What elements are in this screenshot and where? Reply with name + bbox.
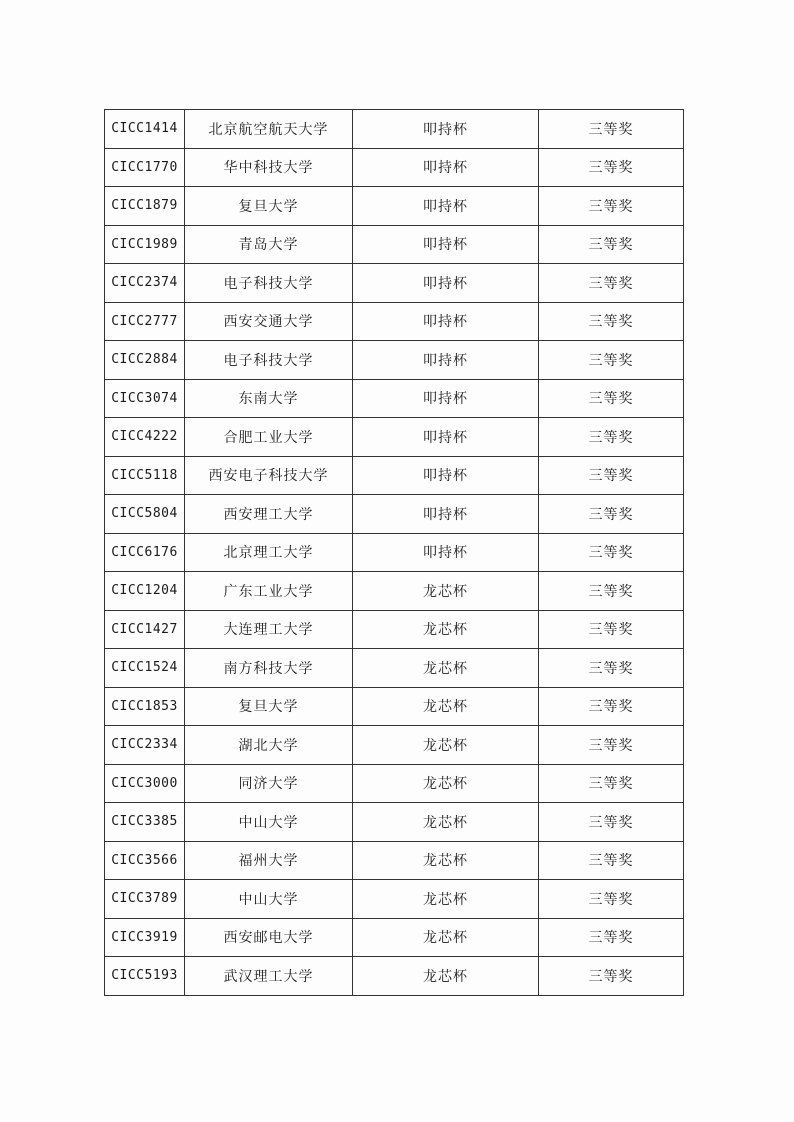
team-id-cell: CICC5118 [105, 456, 185, 495]
table-row [105, 918, 684, 957]
table-row [105, 610, 684, 649]
table-row [105, 957, 684, 996]
prize-cell: 三等奖 [539, 572, 684, 611]
team-id-cell: CICC2374 [105, 264, 185, 303]
cup-cell: 叩持杯 [353, 341, 539, 380]
school-cell: 西安电子科技大学 [185, 456, 353, 495]
table-row [105, 148, 684, 187]
table-row [105, 456, 684, 495]
cup-cell: 叩持杯 [353, 264, 539, 303]
school-cell: 中山大学 [185, 803, 353, 842]
team-id-cell: CICC3789 [105, 880, 185, 919]
school-cell: 同济大学 [185, 764, 353, 803]
prize-cell: 三等奖 [539, 187, 684, 226]
team-id-cell: CICC1770 [105, 148, 185, 187]
prize-cell: 三等奖 [539, 841, 684, 880]
school-cell: 青岛大学 [185, 225, 353, 264]
table-row [105, 649, 684, 688]
prize-cell: 三等奖 [539, 649, 684, 688]
prize-cell: 三等奖 [539, 880, 684, 919]
school-cell: 复旦大学 [185, 687, 353, 726]
prize-cell: 三等奖 [539, 764, 684, 803]
cup-cell: 龙芯杯 [353, 918, 539, 957]
prize-cell: 三等奖 [539, 264, 684, 303]
prize-cell: 三等奖 [539, 726, 684, 765]
team-id-cell: CICC3000 [105, 764, 185, 803]
school-cell: 大连理工大学 [185, 610, 353, 649]
cup-cell: 叩持杯 [353, 533, 539, 572]
school-cell: 福州大学 [185, 841, 353, 880]
team-id-cell: CICC2884 [105, 341, 185, 380]
table-row [105, 533, 684, 572]
table-row [105, 880, 684, 919]
prize-cell: 三等奖 [539, 495, 684, 534]
prize-cell: 三等奖 [539, 456, 684, 495]
cup-cell: 叩持杯 [353, 418, 539, 457]
cup-cell: 龙芯杯 [353, 764, 539, 803]
table-row [105, 341, 684, 380]
prize-cell: 三等奖 [539, 957, 684, 996]
table-row [105, 726, 684, 765]
table-row [105, 418, 684, 457]
school-cell: 西安理工大学 [185, 495, 353, 534]
table-row [105, 764, 684, 803]
team-id-cell: CICC1879 [105, 187, 185, 226]
table-row [105, 110, 684, 149]
cup-cell: 龙芯杯 [353, 687, 539, 726]
cup-cell: 叩持杯 [353, 225, 539, 264]
team-id-cell: CICC3074 [105, 379, 185, 418]
prize-cell: 三等奖 [539, 418, 684, 457]
team-id-cell: CICC1427 [105, 610, 185, 649]
school-cell: 复旦大学 [185, 187, 353, 226]
prize-cell: 三等奖 [539, 687, 684, 726]
table-row [105, 264, 684, 303]
prize-cell: 三等奖 [539, 148, 684, 187]
awards-table-body [105, 110, 684, 996]
school-cell: 北京航空航天大学 [185, 110, 353, 149]
table-row [105, 841, 684, 880]
school-cell: 广东工业大学 [185, 572, 353, 611]
school-cell: 合肥工业大学 [185, 418, 353, 457]
cup-cell: 叩持杯 [353, 456, 539, 495]
cup-cell: 龙芯杯 [353, 880, 539, 919]
table-row [105, 495, 684, 534]
team-id-cell: CICC1989 [105, 225, 185, 264]
cup-cell: 龙芯杯 [353, 957, 539, 996]
cup-cell: 叩持杯 [353, 187, 539, 226]
school-cell: 西安邮电大学 [185, 918, 353, 957]
team-id-cell: CICC2334 [105, 726, 185, 765]
school-cell: 华中科技大学 [185, 148, 353, 187]
team-id-cell: CICC1853 [105, 687, 185, 726]
cup-cell: 龙芯杯 [353, 841, 539, 880]
table-row [105, 687, 684, 726]
table-row [105, 379, 684, 418]
team-id-cell: CICC6176 [105, 533, 185, 572]
team-id-cell: CICC1414 [105, 110, 185, 149]
cup-cell: 叩持杯 [353, 379, 539, 418]
school-cell: 中山大学 [185, 880, 353, 919]
team-id-cell: CICC1524 [105, 649, 185, 688]
team-id-cell: CICC5804 [105, 495, 185, 534]
table-row [105, 225, 684, 264]
team-id-cell: CICC3385 [105, 803, 185, 842]
cup-cell: 龙芯杯 [353, 803, 539, 842]
prize-cell: 三等奖 [539, 610, 684, 649]
table-row [105, 187, 684, 226]
cup-cell: 龙芯杯 [353, 649, 539, 688]
prize-cell: 三等奖 [539, 302, 684, 341]
table-row [105, 572, 684, 611]
prize-cell: 三等奖 [539, 225, 684, 264]
cup-cell: 叩持杯 [353, 302, 539, 341]
team-id-cell: CICC3919 [105, 918, 185, 957]
school-cell: 西安交通大学 [185, 302, 353, 341]
prize-cell: 三等奖 [539, 110, 684, 149]
cup-cell: 龙芯杯 [353, 572, 539, 611]
prize-cell: 三等奖 [539, 803, 684, 842]
team-id-cell: CICC5193 [105, 957, 185, 996]
cup-cell: 叩持杯 [353, 110, 539, 149]
cup-cell: 龙芯杯 [353, 726, 539, 765]
table-row [105, 803, 684, 842]
prize-cell: 三等奖 [539, 533, 684, 572]
prize-cell: 三等奖 [539, 918, 684, 957]
school-cell: 电子科技大学 [185, 264, 353, 303]
prize-cell: 三等奖 [539, 341, 684, 380]
cup-cell: 叩持杯 [353, 148, 539, 187]
team-id-cell: CICC4222 [105, 418, 185, 457]
school-cell: 湖北大学 [185, 726, 353, 765]
team-id-cell: CICC3566 [105, 841, 185, 880]
cup-cell: 叩持杯 [353, 495, 539, 534]
school-cell: 南方科技大学 [185, 649, 353, 688]
prize-cell: 三等奖 [539, 379, 684, 418]
school-cell: 电子科技大学 [185, 341, 353, 380]
school-cell: 武汉理工大学 [185, 957, 353, 996]
team-id-cell: CICC2777 [105, 302, 185, 341]
cup-cell: 龙芯杯 [353, 610, 539, 649]
table-row [105, 302, 684, 341]
awards-table [104, 109, 684, 996]
team-id-cell: CICC1204 [105, 572, 185, 611]
school-cell: 东南大学 [185, 379, 353, 418]
school-cell: 北京理工大学 [185, 533, 353, 572]
